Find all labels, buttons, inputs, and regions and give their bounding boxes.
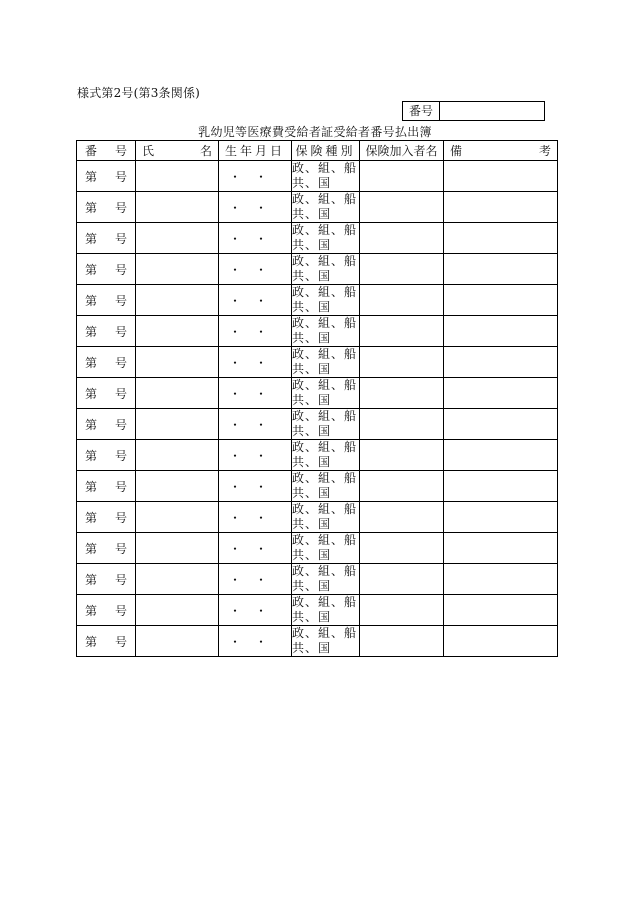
row-birthdate-cell[interactable]: ・・ xyxy=(219,595,292,626)
row-insurance-type-cell[interactable]: 政、組、船共、国 xyxy=(292,316,360,347)
row-remarks-cell[interactable] xyxy=(444,533,558,564)
table-row xyxy=(77,595,558,626)
row-birthdate-cell[interactable]: ・・ xyxy=(219,409,292,440)
header-remarks-char-2: 考 xyxy=(538,143,551,158)
table-row xyxy=(77,471,558,502)
row-insured-person-cell[interactable] xyxy=(360,223,444,254)
row-number-prefix: 第 xyxy=(85,386,98,401)
row-number-prefix: 第 xyxy=(85,169,98,184)
header-name-char-1: 氏 xyxy=(142,143,155,158)
header-number xyxy=(77,141,136,161)
row-number-cell xyxy=(77,316,136,347)
row-number-cell xyxy=(77,285,136,316)
row-insurance-type-cell[interactable]: 政、組、船共、国 xyxy=(292,564,360,595)
row-number-prefix: 第 xyxy=(85,324,98,339)
table-row xyxy=(77,254,558,285)
row-name-cell[interactable] xyxy=(136,626,219,657)
row-birthdate-cell[interactable]: ・・ xyxy=(219,161,292,192)
table-row xyxy=(77,192,558,223)
table-row xyxy=(77,378,558,409)
row-number-cell xyxy=(77,626,136,657)
row-insured-person-cell[interactable] xyxy=(360,409,444,440)
row-number-prefix: 第 xyxy=(85,293,98,308)
row-number-suffix: 号 xyxy=(114,200,127,215)
row-number-prefix: 第 xyxy=(85,262,98,277)
row-name-cell[interactable] xyxy=(136,409,219,440)
row-number-prefix: 第 xyxy=(85,200,98,215)
row-insured-person-cell[interactable] xyxy=(360,254,444,285)
row-number-cell xyxy=(77,595,136,626)
table-row xyxy=(77,285,558,316)
row-name-cell[interactable] xyxy=(136,254,219,285)
row-number-suffix: 号 xyxy=(114,324,127,339)
row-insurance-type-cell[interactable]: 政、組、船共、国 xyxy=(292,533,360,564)
row-insured-person-cell[interactable] xyxy=(360,161,444,192)
table-row xyxy=(77,161,558,192)
row-number-suffix: 号 xyxy=(114,386,127,401)
row-number-prefix: 第 xyxy=(85,510,98,525)
row-number-cell xyxy=(77,347,136,378)
row-number-cell xyxy=(77,502,136,533)
row-name-cell[interactable] xyxy=(136,316,219,347)
row-remarks-cell[interactable] xyxy=(444,378,558,409)
register-number-box xyxy=(402,101,545,121)
row-number-suffix: 号 xyxy=(114,634,127,649)
row-number-suffix: 号 xyxy=(114,510,127,525)
row-name-cell[interactable] xyxy=(136,595,219,626)
register-number-label: 番号 xyxy=(403,102,440,120)
row-birthdate-cell[interactable]: ・・ xyxy=(219,223,292,254)
table-row xyxy=(77,440,558,471)
row-remarks-cell[interactable] xyxy=(444,285,558,316)
row-insurance-type-cell[interactable]: 政、組、船共、国 xyxy=(292,378,360,409)
row-insurance-type-cell[interactable]: 政、組、船共、国 xyxy=(292,440,360,471)
row-remarks-cell[interactable] xyxy=(444,409,558,440)
row-remarks-cell[interactable] xyxy=(444,316,558,347)
row-birthdate-cell[interactable]: ・・ xyxy=(219,378,292,409)
row-insured-person-cell[interactable] xyxy=(360,595,444,626)
row-remarks-cell[interactable] xyxy=(444,471,558,502)
row-name-cell[interactable] xyxy=(136,533,219,564)
row-number-suffix: 号 xyxy=(114,479,127,494)
table-row xyxy=(77,533,558,564)
row-insured-person-cell[interactable] xyxy=(360,378,444,409)
row-name-cell[interactable] xyxy=(136,471,219,502)
header-number-char-2: 号 xyxy=(114,143,127,158)
row-remarks-cell[interactable] xyxy=(444,254,558,285)
row-insured-person-cell[interactable] xyxy=(360,502,444,533)
row-name-cell[interactable] xyxy=(136,440,219,471)
row-number-cell xyxy=(77,192,136,223)
row-number-suffix: 号 xyxy=(114,262,127,277)
row-number-cell xyxy=(77,533,136,564)
row-number-suffix: 号 xyxy=(114,541,127,556)
row-insurance-type-cell[interactable]: 政、組、船共、国 xyxy=(292,254,360,285)
ledger-table xyxy=(76,140,558,657)
row-number-prefix: 第 xyxy=(85,355,98,370)
header-number-char-1: 番 xyxy=(85,143,98,158)
row-number-suffix: 号 xyxy=(114,355,127,370)
row-number-cell xyxy=(77,254,136,285)
row-birthdate-cell[interactable]: ・・ xyxy=(219,192,292,223)
table-row xyxy=(77,626,558,657)
row-insured-person-cell[interactable] xyxy=(360,533,444,564)
header-remarks-char-1: 備 xyxy=(450,143,463,158)
row-number-cell xyxy=(77,440,136,471)
header-insured-person: 保険加入者名 xyxy=(360,141,444,161)
row-insurance-type-cell[interactable]: 政、組、船共、国 xyxy=(292,347,360,378)
table-row xyxy=(77,564,558,595)
row-insurance-type-cell[interactable]: 政、組、船共、国 xyxy=(292,626,360,657)
row-birthdate-cell[interactable]: ・・ xyxy=(219,254,292,285)
row-number-prefix: 第 xyxy=(85,448,98,463)
header-birthdate: 生年月日 xyxy=(219,141,292,161)
row-name-cell[interactable] xyxy=(136,285,219,316)
row-insured-person-cell[interactable] xyxy=(360,564,444,595)
row-number-cell xyxy=(77,161,136,192)
row-birthdate-cell[interactable]: ・・ xyxy=(219,347,292,378)
row-number-prefix: 第 xyxy=(85,603,98,618)
row-number-prefix: 第 xyxy=(85,634,98,649)
row-number-cell xyxy=(77,564,136,595)
row-remarks-cell[interactable] xyxy=(444,564,558,595)
row-remarks-cell[interactable] xyxy=(444,502,558,533)
row-birthdate-cell[interactable]: ・・ xyxy=(219,564,292,595)
row-name-cell[interactable] xyxy=(136,192,219,223)
header-remarks xyxy=(444,141,558,161)
row-number-suffix: 号 xyxy=(114,572,127,587)
row-number-cell xyxy=(77,378,136,409)
row-name-cell[interactable] xyxy=(136,161,219,192)
row-insurance-type-cell[interactable]: 政、組、船共、国 xyxy=(292,223,360,254)
row-insured-person-cell[interactable] xyxy=(360,626,444,657)
row-insurance-type-cell[interactable]: 政、組、船共、国 xyxy=(292,192,360,223)
table-row xyxy=(77,409,558,440)
row-birthdate-cell[interactable]: ・・ xyxy=(219,502,292,533)
row-insured-person-cell[interactable] xyxy=(360,347,444,378)
row-number-cell xyxy=(77,223,136,254)
row-remarks-cell[interactable] xyxy=(444,347,558,378)
row-name-cell[interactable] xyxy=(136,502,219,533)
row-number-suffix: 号 xyxy=(114,169,127,184)
row-name-cell[interactable] xyxy=(136,378,219,409)
row-remarks-cell[interactable] xyxy=(444,595,558,626)
row-insurance-type-cell[interactable]: 政、組、船共、国 xyxy=(292,409,360,440)
row-remarks-cell[interactable] xyxy=(444,161,558,192)
row-insured-person-cell[interactable] xyxy=(360,471,444,502)
row-number-suffix: 号 xyxy=(114,603,127,618)
table-row xyxy=(77,347,558,378)
header-name-char-2: 名 xyxy=(199,143,212,158)
row-number-prefix: 第 xyxy=(85,231,98,246)
table-row xyxy=(77,502,558,533)
table-header-row xyxy=(77,141,558,161)
row-insurance-type-cell[interactable]: 政、組、船共、国 xyxy=(292,471,360,502)
table-row xyxy=(77,316,558,347)
row-birthdate-cell[interactable]: ・・ xyxy=(219,316,292,347)
row-birthdate-cell[interactable]: ・・ xyxy=(219,440,292,471)
row-number-suffix: 号 xyxy=(114,293,127,308)
form-number-label: 様式第2号(第3条関係) xyxy=(77,86,201,100)
row-insured-person-cell[interactable] xyxy=(360,192,444,223)
row-remarks-cell[interactable] xyxy=(444,626,558,657)
row-insured-person-cell[interactable] xyxy=(360,316,444,347)
document-title: 乳幼児等医療費受給者証受給者番号払出簿 xyxy=(198,125,432,139)
row-number-prefix: 第 xyxy=(85,541,98,556)
row-birthdate-cell[interactable]: ・・ xyxy=(219,626,292,657)
row-insured-person-cell[interactable] xyxy=(360,440,444,471)
row-number-suffix: 号 xyxy=(114,448,127,463)
header-name xyxy=(136,141,219,161)
row-remarks-cell[interactable] xyxy=(444,440,558,471)
header-insurance-type: 保険種別 xyxy=(292,141,360,161)
row-insurance-type-cell[interactable]: 政、組、船共、国 xyxy=(292,285,360,316)
row-number-cell xyxy=(77,409,136,440)
row-number-prefix: 第 xyxy=(85,417,98,432)
row-number-suffix: 号 xyxy=(114,417,127,432)
row-remarks-cell[interactable] xyxy=(444,192,558,223)
row-number-prefix: 第 xyxy=(85,572,98,587)
row-number-cell xyxy=(77,471,136,502)
row-insurance-type-cell[interactable]: 政、組、船共、国 xyxy=(292,595,360,626)
row-name-cell[interactable] xyxy=(136,564,219,595)
row-birthdate-cell[interactable]: ・・ xyxy=(219,285,292,316)
row-remarks-cell[interactable] xyxy=(444,223,558,254)
table-row xyxy=(77,223,558,254)
row-insurance-type-cell[interactable]: 政、組、船共、国 xyxy=(292,161,360,192)
row-name-cell[interactable] xyxy=(136,347,219,378)
row-number-prefix: 第 xyxy=(85,479,98,494)
row-name-cell[interactable] xyxy=(136,223,219,254)
row-birthdate-cell[interactable]: ・・ xyxy=(219,471,292,502)
register-number-field[interactable] xyxy=(440,102,544,120)
row-insured-person-cell[interactable] xyxy=(360,285,444,316)
row-birthdate-cell[interactable]: ・・ xyxy=(219,533,292,564)
row-insurance-type-cell[interactable]: 政、組、船共、国 xyxy=(292,502,360,533)
row-number-suffix: 号 xyxy=(114,231,127,246)
